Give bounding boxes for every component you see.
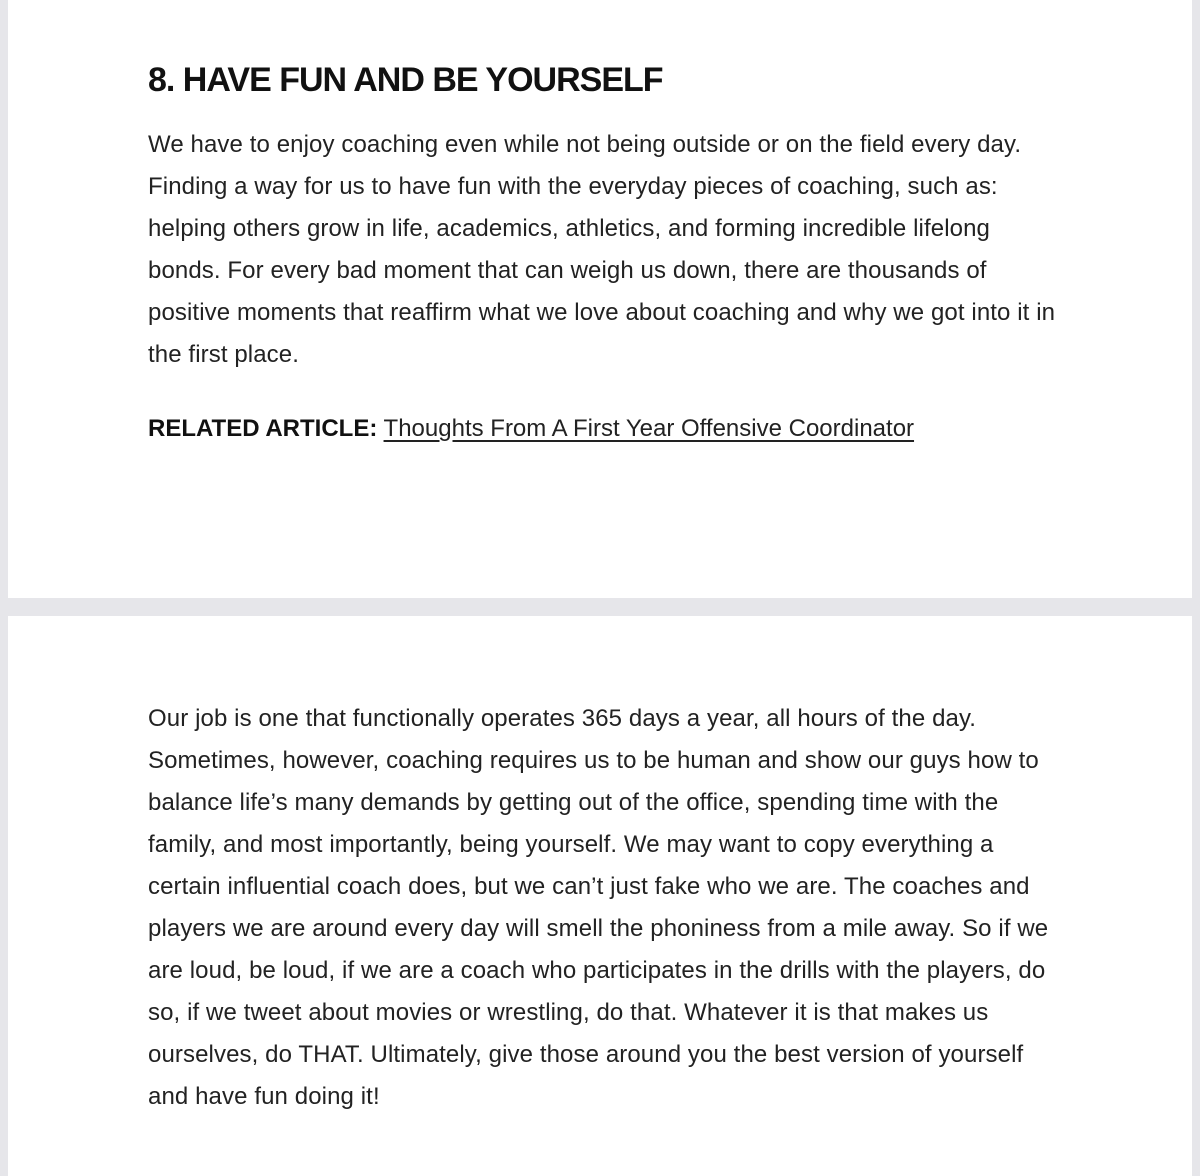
related-article-label: RELATED ARTICLE:: [148, 415, 378, 442]
document-page-1: [8, 0, 1192, 598]
page-2-content: [148, 698, 1068, 1118]
section-heading: 8. HAVE FUN AND BE YOURSELF: [148, 61, 663, 99]
related-article-link[interactable]: Thoughts From A First Year Offensive Coordinator: [383, 415, 915, 442]
continuation-paragraph: Our job is one that functionally operates 365 days a year, all hours of the day. Sometimes, however, coaching requires us to be human and show our guys how to balance life’s many demands by getting out of the office, spending time with the family, and most importantly, being yourself. We may want to copy everything a certain influential coach does, but we can’t just fake who we are. The coaches and players we are around every day will smell the phoniness from a mile away. So if we are loud, be loud, if we are a coach who participates in the drills with the players, do so, if we tweet about movies or wrestling, do that. Whatever it is that makes us ourselves, do THAT. Ultimately, give those around you the best version of yourself and have fun doing it!: [148, 705, 1049, 1110]
related-article: [148, 408, 1068, 450]
page-1-content: [148, 56, 1068, 450]
section-paragraph: We have to enjoy coaching even while not being outside or on the field every day. Finding a way for us to have fun with the everyday pieces of coaching, such as: helping others grow in life, academics, athletics, and forming incredible lifelong bonds. For every bad moment that can weigh us down, there are thousands of positive moments that reaffirm what we love about coaching and why we got into it in the first place.: [148, 131, 1056, 368]
document-page-2: [8, 616, 1192, 1176]
